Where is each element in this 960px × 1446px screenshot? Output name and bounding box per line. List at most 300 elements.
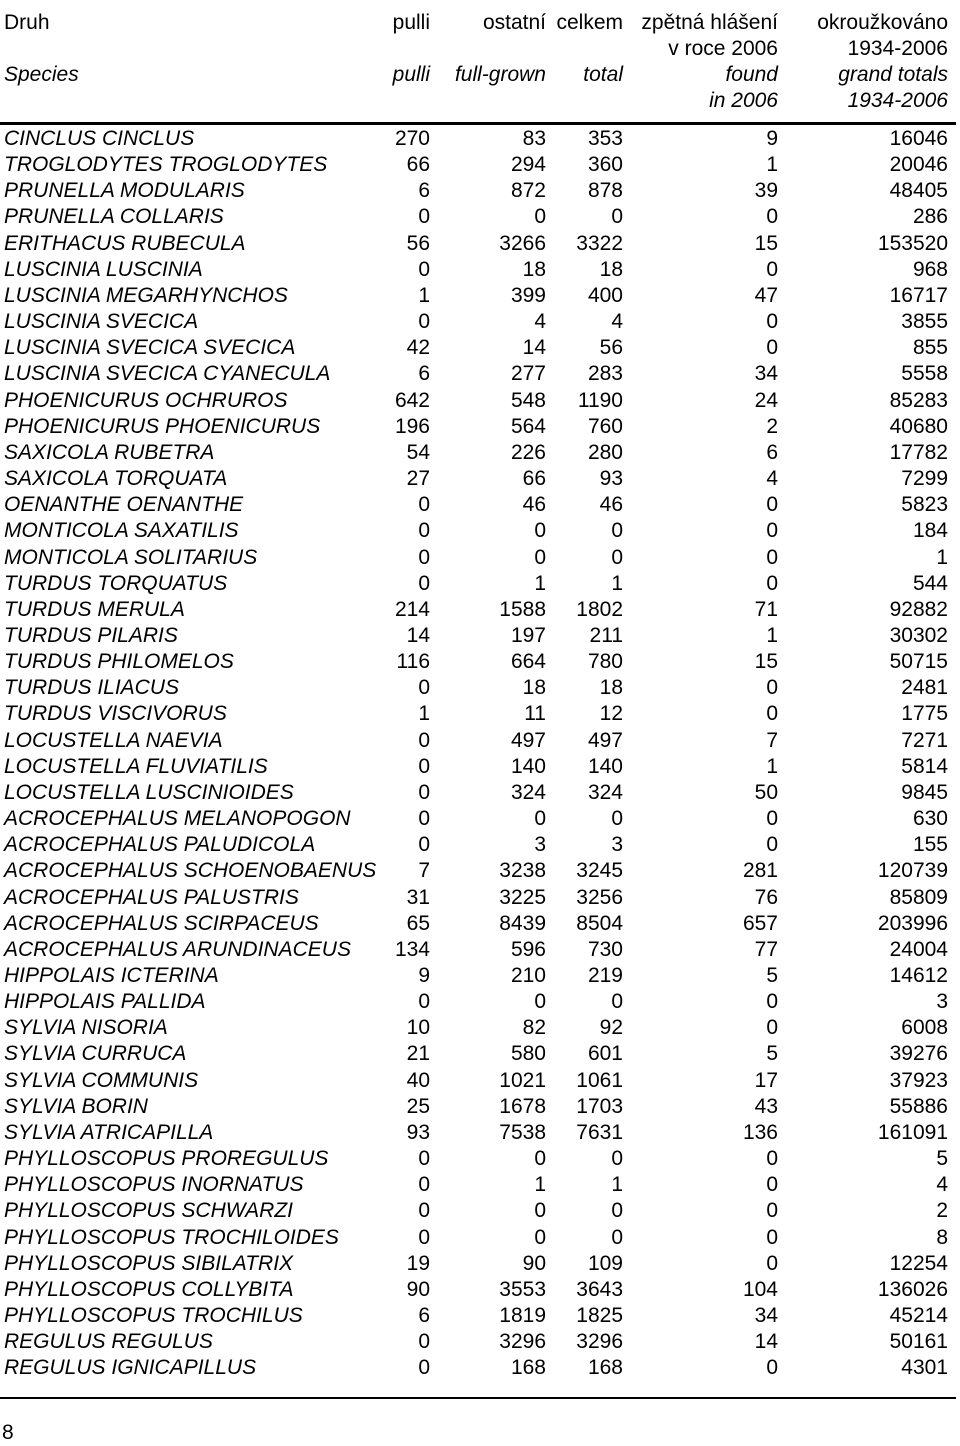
grand-total-value: 45214 [889, 1304, 948, 1328]
header-grand-years: 1934-2006 [847, 89, 948, 112]
header-species: Species [4, 63, 79, 86]
full-grown-value: 497 [510, 728, 546, 752]
grand-total-value: 968 [912, 257, 948, 281]
table-row [0, 780, 960, 806]
found-value: 34 [754, 362, 778, 386]
pulli-value: 0 [418, 257, 430, 281]
found-value: 9 [766, 127, 778, 150]
species-name: PHYLLOSCOPUS SIBILATRIX [4, 1251, 294, 1275]
table-row [0, 1198, 960, 1224]
table-row [0, 152, 960, 178]
table-row [0, 1303, 960, 1329]
grand-total-value: 30302 [889, 623, 948, 647]
species-name: MONTICOLA SAXATILIS [4, 519, 239, 543]
grand-total-value: 1 [936, 545, 948, 569]
full-grown-value: 0 [534, 1225, 546, 1249]
table-row [0, 1120, 960, 1146]
pulli-value: 31 [406, 885, 430, 909]
full-grown-value: 0 [534, 990, 546, 1014]
footer-rule [0, 1397, 956, 1399]
species-name: TURDUS ILIACUS [4, 676, 180, 700]
full-grown-value: 82 [522, 1016, 546, 1040]
found-value: 71 [754, 597, 778, 621]
species-name: LOCUSTELLA NAEVIA [4, 728, 223, 752]
grand-total-value: 5814 [901, 754, 948, 778]
total-value: 601 [587, 1042, 623, 1066]
grand-total-value: 161091 [877, 1120, 948, 1144]
full-grown-value: 1819 [499, 1304, 546, 1328]
species-name: PRUNELLA COLLARIS [4, 205, 224, 229]
pulli-value: 66 [406, 153, 430, 177]
pulli-value: 0 [418, 519, 430, 543]
header-pulli-cz: pulli [392, 11, 430, 34]
species-name: ACROCEPHALUS ARUNDINACEUS [4, 937, 351, 961]
pulli-value: 116 [396, 650, 430, 674]
full-grown-value: 1 [534, 1173, 546, 1197]
total-value: 878 [587, 179, 623, 203]
pulli-value: 90 [406, 1277, 430, 1301]
full-grown-value: 1588 [499, 597, 546, 621]
full-grown-value: 3296 [499, 1330, 546, 1354]
table-row [0, 283, 960, 309]
table-row [0, 1172, 960, 1198]
full-grown-value: 0 [534, 807, 546, 831]
grand-total-value: 7271 [901, 728, 948, 752]
header-ostatni: ostatní [482, 11, 546, 34]
grand-total-value: 3855 [901, 310, 948, 334]
table-row [0, 571, 960, 597]
total-value: 46 [599, 493, 623, 517]
grand-total-value: 16046 [889, 127, 948, 150]
species-name: SYLVIA COMMUNIS [4, 1068, 199, 1092]
full-grown-value: 564 [510, 414, 546, 438]
header-okrouzkovano: okroužkováno [817, 11, 948, 34]
grand-total-value: 50715 [889, 650, 948, 674]
species-name: SAXICOLA TORQUATA [4, 467, 228, 491]
table-row [0, 1146, 960, 1172]
pulli-value: 7 [418, 859, 430, 883]
full-grown-value: 90 [522, 1251, 546, 1275]
species-table [0, 126, 960, 1382]
grand-total-value: 39276 [889, 1042, 948, 1066]
table-row [0, 335, 960, 361]
full-grown-value: 0 [534, 1199, 546, 1223]
full-grown-value: 3553 [499, 1277, 546, 1301]
full-grown-value: 4 [534, 310, 546, 334]
species-name: PRUNELLA MODULARIS [4, 179, 245, 203]
full-grown-value: 294 [510, 153, 546, 177]
grand-total-value: 24004 [889, 937, 948, 961]
grand-total-value: 855 [912, 336, 948, 360]
found-value: 7 [766, 728, 778, 752]
found-value: 0 [766, 1199, 778, 1223]
found-value: 0 [766, 1173, 778, 1197]
found-value: 50 [754, 780, 778, 804]
table-row [0, 204, 960, 230]
found-value: 0 [766, 310, 778, 334]
total-value: 219 [587, 964, 623, 987]
total-value: 3256 [576, 885, 623, 909]
total-value: 324 [587, 780, 623, 804]
pulli-value: 0 [418, 754, 430, 778]
table-row [0, 257, 960, 283]
grand-total-value: 50161 [889, 1330, 948, 1354]
full-grown-value: 3266 [499, 231, 546, 255]
grand-total-value: 85283 [889, 388, 948, 412]
pulli-value: 14 [406, 623, 430, 647]
total-value: 1802 [576, 597, 623, 621]
found-value: 136 [742, 1120, 778, 1144]
grand-total-value: 4301 [901, 1356, 948, 1380]
total-value: 730 [587, 937, 623, 961]
found-value: 15 [754, 231, 778, 255]
pulli-value: 25 [406, 1094, 430, 1118]
pulli-value: 0 [418, 1356, 430, 1380]
table-row [0, 597, 960, 623]
species-name: ACROCEPHALUS SCHOENOBAENUS [4, 859, 377, 883]
table-row [0, 623, 960, 649]
species-name: SAXICOLA RUBETRA [4, 440, 215, 464]
grand-total-value: 120739 [877, 859, 948, 883]
found-value: 0 [766, 519, 778, 543]
total-value: 3643 [576, 1277, 623, 1301]
found-value: 0 [766, 833, 778, 857]
total-value: 0 [611, 1199, 623, 1223]
total-value: 780 [587, 650, 623, 674]
species-name: TURDUS MERULA [4, 597, 185, 621]
found-value: 24 [754, 388, 778, 412]
species-name: LUSCINIA LUSCINIA [4, 257, 203, 281]
total-value: 0 [611, 1225, 623, 1249]
grand-total-value: 40680 [889, 414, 948, 438]
table-row [0, 885, 960, 911]
species-name: ACROCEPHALUS SCIRPACEUS [4, 911, 319, 935]
found-value: 0 [766, 545, 778, 569]
species-name: SYLVIA CURRUCA [4, 1042, 187, 1066]
header-celkem: celkem [556, 11, 623, 34]
pulli-value: 0 [418, 1173, 430, 1197]
full-grown-value: 140 [510, 754, 546, 778]
header-pulli-en: pulli [392, 63, 430, 86]
pulli-value: 0 [418, 807, 430, 831]
total-value: 283 [587, 362, 623, 386]
found-value: 77 [754, 937, 778, 961]
found-value: 76 [754, 885, 778, 909]
pulli-value: 65 [406, 911, 430, 935]
pulli-value: 0 [418, 1147, 430, 1171]
species-name: OENANTHE OENANTHE [4, 493, 244, 517]
table-row [0, 701, 960, 727]
total-value: 3 [611, 833, 623, 857]
table-row [0, 440, 960, 466]
found-value: 0 [766, 990, 778, 1014]
species-name: CINCLUS CINCLUS [4, 127, 195, 150]
total-value: 0 [611, 1147, 623, 1171]
total-value: 168 [587, 1356, 623, 1380]
pulli-value: 27 [406, 467, 430, 491]
pulli-value: 0 [418, 676, 430, 700]
table-row [0, 989, 960, 1015]
species-name: ACROCEPHALUS PALUSTRIS [4, 885, 299, 909]
table-row [0, 649, 960, 675]
table-row [0, 832, 960, 858]
table-row [0, 309, 960, 335]
pulli-value: 0 [418, 310, 430, 334]
full-grown-value: 3 [534, 833, 546, 857]
found-value: 17 [754, 1068, 778, 1092]
grand-total-value: 3 [936, 990, 948, 1014]
table-row [0, 1355, 960, 1381]
species-name: SYLVIA NISORIA [4, 1016, 168, 1040]
full-grown-value: 1678 [499, 1094, 546, 1118]
full-grown-value: 3238 [499, 859, 546, 883]
grand-total-value: 8 [936, 1225, 948, 1249]
page-number: 8 [2, 1421, 14, 1444]
grand-total-value: 7299 [901, 467, 948, 491]
found-value: 6 [766, 440, 778, 464]
species-name: PHYLLOSCOPUS COLLYBITA [4, 1277, 294, 1301]
species-name: LUSCINIA SVECICA [4, 310, 199, 334]
found-value: 0 [766, 1147, 778, 1171]
table-header [0, 10, 960, 114]
full-grown-value: 226 [510, 440, 546, 464]
total-value: 1703 [576, 1094, 623, 1118]
total-value: 4 [611, 310, 623, 334]
full-grown-value: 18 [522, 676, 546, 700]
grand-total-value: 5 [936, 1147, 948, 1171]
total-value: 3322 [576, 231, 623, 255]
species-name: LUSCINIA SVECICA SVECICA [4, 336, 296, 360]
table-row [0, 1329, 960, 1355]
species-name: HIPPOLAIS PALLIDA [4, 990, 206, 1014]
found-value: 0 [766, 807, 778, 831]
full-grown-value: 0 [534, 205, 546, 229]
species-name: LOCUSTELLA LUSCINIOIDES [4, 780, 294, 804]
found-value: 34 [754, 1304, 778, 1328]
pulli-value: 0 [418, 493, 430, 517]
grand-total-value: 16717 [889, 283, 948, 307]
found-value: 1 [766, 153, 778, 177]
pulli-value: 0 [418, 780, 430, 804]
species-name: ACROCEPHALUS PALUDICOLA [4, 833, 316, 857]
full-grown-value: 1 [534, 571, 546, 595]
header-rule [0, 122, 956, 125]
found-value: 0 [766, 1356, 778, 1380]
full-grown-value: 1021 [499, 1068, 546, 1092]
total-value: 12 [599, 702, 623, 726]
grand-total-value: 9845 [901, 780, 948, 804]
grand-total-value: 5558 [901, 362, 948, 386]
found-value: 43 [754, 1094, 778, 1118]
found-value: 104 [742, 1277, 778, 1301]
species-name: PHYLLOSCOPUS INORNATUS [4, 1173, 304, 1197]
found-value: 1 [766, 623, 778, 647]
species-name: MONTICOLA SOLITARIUS [4, 545, 258, 569]
header-full-grown: full-grown [454, 63, 546, 86]
table-row [0, 1094, 960, 1120]
total-value: 1 [611, 1173, 623, 1197]
table-row [0, 1225, 960, 1251]
species-name: ERITHACUS RUBECULA [4, 231, 246, 255]
full-grown-value: 399 [510, 283, 546, 307]
total-value: 109 [587, 1251, 623, 1275]
full-grown-value: 66 [522, 467, 546, 491]
table-row [0, 466, 960, 492]
table-row [0, 675, 960, 701]
pulli-value: 0 [418, 990, 430, 1014]
total-value: 1825 [576, 1304, 623, 1328]
table-row [0, 937, 960, 963]
table-row [0, 1041, 960, 1067]
pulli-value: 6 [418, 179, 430, 203]
species-name: LOCUSTELLA FLUVIATILIS [4, 754, 268, 778]
table-row [0, 231, 960, 257]
grand-total-value: 630 [912, 807, 948, 831]
pulli-value: 196 [394, 414, 430, 438]
pulli-value: 0 [418, 1225, 430, 1249]
grand-total-value: 184 [912, 519, 948, 543]
table-row [0, 911, 960, 937]
pulli-value: 93 [406, 1120, 430, 1144]
total-value: 1 [611, 571, 623, 595]
total-value: 7631 [576, 1120, 623, 1144]
species-name: LUSCINIA MEGARHYNCHOS [4, 283, 288, 307]
pulli-value: 0 [418, 1330, 430, 1354]
table-row [0, 178, 960, 204]
total-value: 3296 [576, 1330, 623, 1354]
table-row [0, 754, 960, 780]
table-row [0, 518, 960, 544]
species-name: ACROCEPHALUS MELANOPOGON [4, 807, 351, 831]
found-value: 0 [766, 1016, 778, 1040]
total-value: 56 [599, 336, 623, 360]
species-name: SYLVIA ATRICAPILLA [4, 1120, 214, 1144]
table-row [0, 806, 960, 832]
grand-total-value: 37923 [889, 1068, 948, 1092]
full-grown-value: 8439 [499, 911, 546, 935]
full-grown-value: 46 [522, 493, 546, 517]
full-grown-value: 11 [524, 702, 546, 726]
table-row [0, 1015, 960, 1041]
total-value: 360 [587, 153, 623, 177]
total-value: 0 [611, 990, 623, 1014]
grand-total-value: 14612 [889, 964, 948, 987]
full-grown-value: 580 [510, 1042, 546, 1066]
species-name: PHOENICURUS PHOENICURUS [4, 414, 321, 438]
pulli-value: 21 [406, 1042, 430, 1066]
total-value: 8504 [576, 911, 623, 935]
grand-total-value: 155 [912, 833, 948, 857]
grand-total-value: 85809 [889, 885, 948, 909]
species-name: TROGLODYTES TROGLODYTES [4, 153, 328, 177]
grand-total-value: 203996 [877, 911, 948, 935]
grand-total-value: 48405 [889, 179, 948, 203]
pulli-value: 0 [418, 545, 430, 569]
species-name: PHOENICURUS OCHRUROS [4, 388, 288, 412]
full-grown-value: 872 [510, 179, 546, 203]
total-value: 1061 [576, 1068, 623, 1092]
pulli-value: 0 [418, 1199, 430, 1223]
table-row [0, 963, 960, 989]
total-value: 140 [587, 754, 623, 778]
total-value: 211 [589, 623, 623, 647]
pulli-value: 0 [418, 833, 430, 857]
pulli-value: 0 [418, 205, 430, 229]
pulli-value: 214 [394, 597, 430, 621]
grand-total-value: 20046 [889, 153, 948, 177]
grand-total-value: 12254 [889, 1251, 948, 1275]
header-druh: Druh [4, 11, 50, 34]
pulli-value: 6 [418, 362, 430, 386]
pulli-value: 10 [406, 1016, 430, 1040]
table-row [0, 858, 960, 884]
full-grown-value: 7538 [499, 1120, 546, 1144]
pulli-value: 19 [406, 1251, 430, 1275]
grand-total-value: 2481 [901, 676, 948, 700]
species-name: PHYLLOSCOPUS SCHWARZI [4, 1199, 294, 1223]
total-value: 18 [599, 257, 623, 281]
total-value: 92 [599, 1016, 623, 1040]
found-value: 0 [766, 702, 778, 726]
pulli-value: 54 [406, 440, 430, 464]
grand-total-value: 4 [936, 1173, 948, 1197]
found-value: 0 [766, 1225, 778, 1249]
header-zpetna-hlaseni: zpětná hlášení [641, 11, 778, 34]
total-value: 0 [611, 519, 623, 543]
pulli-value: 0 [418, 728, 430, 752]
species-name: TURDUS VISCIVORUS [4, 702, 227, 726]
grand-total-value: 55886 [889, 1094, 948, 1118]
found-value: 4 [766, 467, 778, 491]
grand-total-value: 153520 [877, 231, 948, 255]
full-grown-value: 168 [510, 1356, 546, 1380]
total-value: 400 [587, 283, 623, 307]
grand-total-value: 2 [936, 1199, 948, 1223]
table-row [0, 492, 960, 518]
full-grown-value: 324 [510, 780, 546, 804]
found-value: 0 [766, 205, 778, 229]
full-grown-value: 596 [510, 937, 546, 961]
found-value: 2 [766, 414, 778, 438]
grand-total-value: 544 [912, 571, 948, 595]
total-value: 497 [587, 728, 623, 752]
total-value: 0 [611, 205, 623, 229]
found-value: 0 [766, 336, 778, 360]
table-row [0, 361, 960, 387]
table-row [0, 1251, 960, 1277]
table-row [0, 388, 960, 414]
full-grown-value: 0 [534, 519, 546, 543]
found-value: 5 [766, 1042, 778, 1066]
pulli-value: 40 [406, 1068, 430, 1092]
table-row [0, 728, 960, 754]
full-grown-value: 83 [522, 127, 546, 150]
species-name: HIPPOLAIS ICTERINA [4, 964, 219, 987]
total-value: 3245 [576, 859, 623, 883]
full-grown-value: 18 [522, 257, 546, 281]
found-value: 0 [766, 493, 778, 517]
table-row [0, 1068, 960, 1094]
species-name: PHYLLOSCOPUS TROCHILUS [4, 1304, 303, 1328]
total-value: 1190 [577, 388, 623, 412]
grand-total-value: 6008 [901, 1016, 948, 1040]
found-value: 15 [754, 650, 778, 674]
species-name: SYLVIA BORIN [4, 1094, 148, 1118]
full-grown-value: 664 [510, 650, 546, 674]
total-value: 0 [611, 545, 623, 569]
species-name: PHYLLOSCOPUS TROCHILOIDES [4, 1225, 339, 1249]
grand-total-value: 136026 [877, 1277, 948, 1301]
